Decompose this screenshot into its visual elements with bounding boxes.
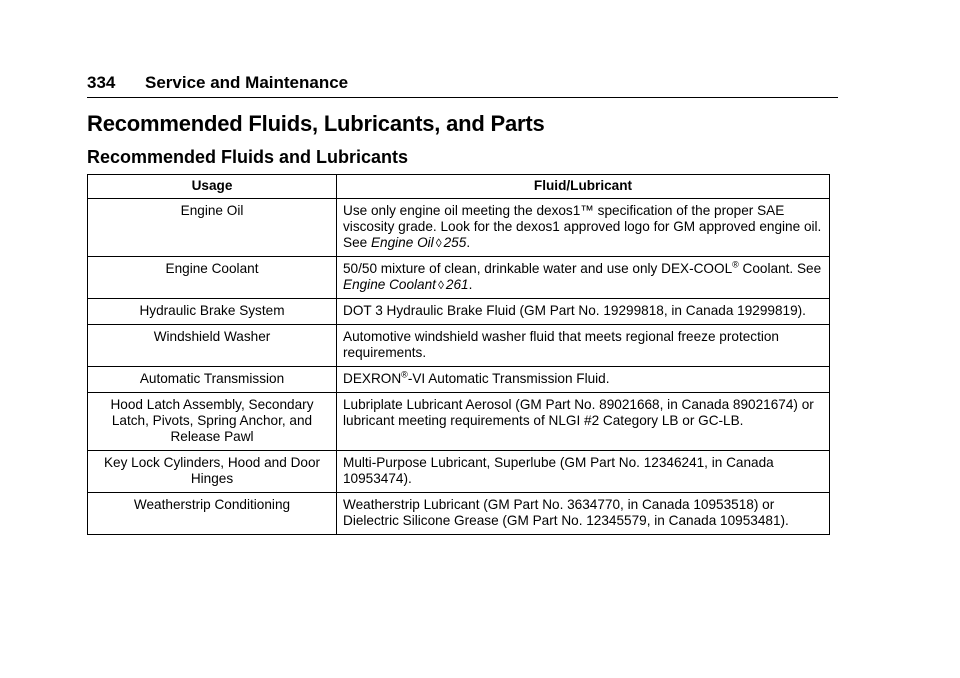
usage-cell: Automatic Transmission xyxy=(88,367,337,393)
table-row xyxy=(88,325,830,367)
usage-cell: Windshield Washer xyxy=(88,325,337,367)
cross-reference-link[interactable]: Engine Coolant xyxy=(343,277,436,292)
reference-page[interactable]: 255 xyxy=(443,235,467,250)
registered-mark: ® xyxy=(732,259,739,270)
fluid-text: Use only engine oil meeting the dexos1™ specification of the proper SAE viscosity grade. Look for the dexos1 approved logo for GM approved engine oil. See xyxy=(343,203,822,250)
fluid-cell xyxy=(337,199,830,257)
fluid-cell: Lubriplate Lubricant Aerosol (GM Part No. 89021668, in Canada 89021674) or lubricant meeting requirements of NLGI #2 Category LB or GC-LB. xyxy=(337,393,830,451)
table-header-row xyxy=(88,175,830,199)
fluid-text-post: -VI Automatic Transmission Fluid. xyxy=(407,371,610,386)
cross-reference-link[interactable]: Engine Oil xyxy=(370,235,434,250)
reference-page[interactable]: 261 xyxy=(445,277,469,292)
registered-mark: ® xyxy=(401,369,408,380)
page-number: 334 xyxy=(87,73,116,92)
table-row xyxy=(88,493,830,535)
reference-end: . xyxy=(466,235,471,250)
reference-end: . xyxy=(468,277,473,292)
column-header-usage: Usage xyxy=(88,175,337,199)
page-reference-icon: ◊ xyxy=(437,278,444,292)
table-row xyxy=(88,451,830,493)
usage-cell: Weatherstrip Conditioning xyxy=(88,493,337,535)
table-row xyxy=(88,299,830,325)
page-reference-icon: ◊ xyxy=(435,236,442,250)
usage-cell: Hydraulic Brake System xyxy=(88,299,337,325)
usage-cell: Engine Oil xyxy=(88,199,337,257)
fluid-cell: Weatherstrip Lubricant (GM Part No. 3634770, in Canada 10953518) or Dielectric Silicone Grease (GM Part No. 12345579, in Canada 10953481). xyxy=(337,493,830,535)
fluid-cell: Multi-Purpose Lubricant, Superlube (GM Part No. 12346241, in Canada 10953474). xyxy=(337,451,830,493)
table-row xyxy=(88,393,830,451)
fluid-cell: Automotive windshield washer fluid that meets regional freeze protection requirements. xyxy=(337,325,830,367)
fluid-cell: DOT 3 Hydraulic Brake Fluid (GM Part No. 19299818, in Canada 19299819). xyxy=(337,299,830,325)
table-row xyxy=(88,257,830,299)
subsection-title: Recommended Fluids and Lubricants xyxy=(87,147,409,167)
fluids-table xyxy=(87,174,830,535)
fluid-text: 50/50 mixture of clean, drinkable water and use only DEX-COOL xyxy=(343,261,733,276)
usage-cell: Key Lock Cylinders, Hood and Door Hinges xyxy=(88,451,337,493)
table-row xyxy=(88,199,830,257)
fluid-cell xyxy=(337,367,830,393)
section-title: Service and Maintenance xyxy=(145,73,349,92)
fluid-text: DEXRON xyxy=(343,371,402,386)
column-header-fluid: Fluid/Lubricant xyxy=(337,175,830,199)
fluid-text-post: Coolant. See xyxy=(738,261,822,276)
table-row xyxy=(88,367,830,393)
page-title: Recommended Fluids, Lubricants, and Parts xyxy=(87,111,545,136)
page-header xyxy=(87,70,838,98)
usage-cell: Hood Latch Assembly, Secondary Latch, Pivots, Spring Anchor, and Release Pawl xyxy=(88,393,337,451)
usage-cell: Engine Coolant xyxy=(88,257,337,299)
fluid-cell xyxy=(337,257,830,299)
